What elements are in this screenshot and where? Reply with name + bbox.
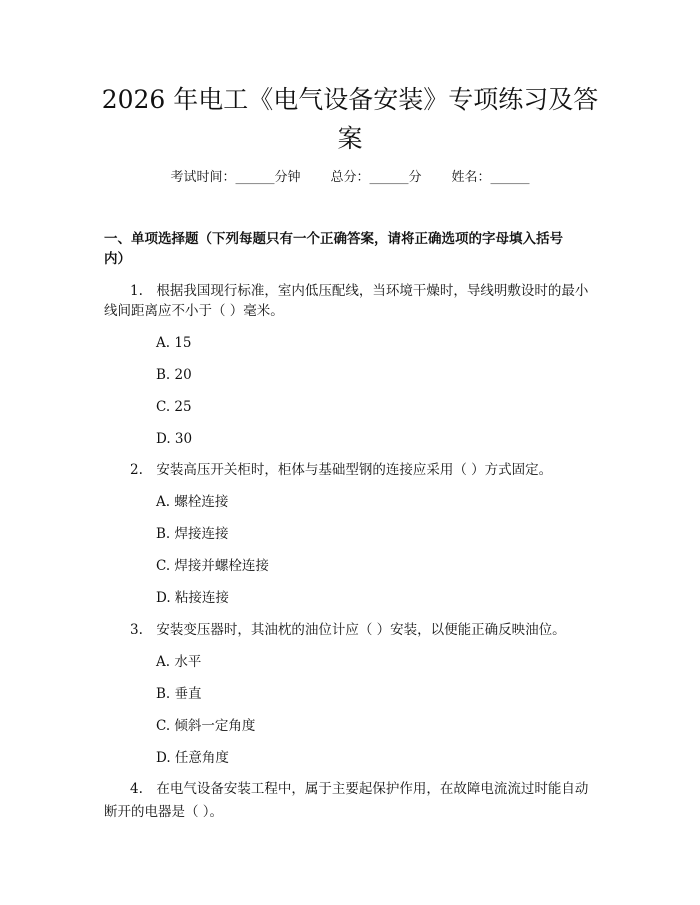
exam-time: 考试时间：______分钟	[170, 170, 301, 185]
question-3-option-d: D. 任意角度	[156, 750, 229, 766]
question-3-option-b: B. 垂直	[156, 686, 202, 702]
section-heading-line-2: 内）	[104, 251, 131, 267]
question-1-text: 1. 根据我国现行标准，室内低压配线，当环境干燥时，导线明敷设时的最小	[130, 283, 589, 299]
question-3-option-a: A. 水平	[156, 654, 202, 670]
exam-info	[0, 168, 700, 188]
question-2-option-c: C. 焊接并螺栓连接	[156, 558, 269, 574]
question-1-option-b: B. 20	[156, 367, 192, 383]
question-1-text-cont: 线间距离应不小于（ ）毫米。	[104, 303, 284, 319]
question-3-text: 3. 安装变压器时，其油枕的油位计应（ ）安装，以便能正确反映油位。	[130, 622, 566, 638]
title-line-1: 2026 年电工《电气设备安装》专项练习及答	[101, 85, 599, 114]
question-4-text-cont: 断开的电器是（ ）。	[104, 804, 224, 820]
question-2-option-b: B. 焊接连接	[156, 526, 229, 542]
question-1-option-c: C. 25	[156, 399, 192, 415]
exam-name: 姓名：______	[451, 170, 530, 185]
title-line-2: 案	[337, 124, 363, 153]
question-2-text: 2. 安装高压开关柜时，柜体与基础型钢的连接应采用（ ）方式固定。	[130, 462, 553, 478]
section-heading-line-1: 一、单项选择题（下列每题只有一个正确答案，请将正确选项的字母填入括号	[104, 231, 563, 247]
question-2-option-d: D. 粘接连接	[156, 590, 229, 606]
question-3-option-c: C. 倾斜一定角度	[156, 718, 256, 734]
section-heading	[104, 229, 596, 269]
question-1-option-a: A. 15	[156, 335, 192, 351]
question-4-text: 4. 在电气设备安装工程中，属于主要起保护作用，在故障电流流过时能自动	[130, 781, 589, 797]
question-1-option-d: D. 30	[156, 431, 193, 447]
document-title	[90, 80, 610, 158]
question-2-option-a: A. 螺栓连接	[156, 494, 229, 510]
exam-score: 总分：______分	[330, 170, 422, 185]
